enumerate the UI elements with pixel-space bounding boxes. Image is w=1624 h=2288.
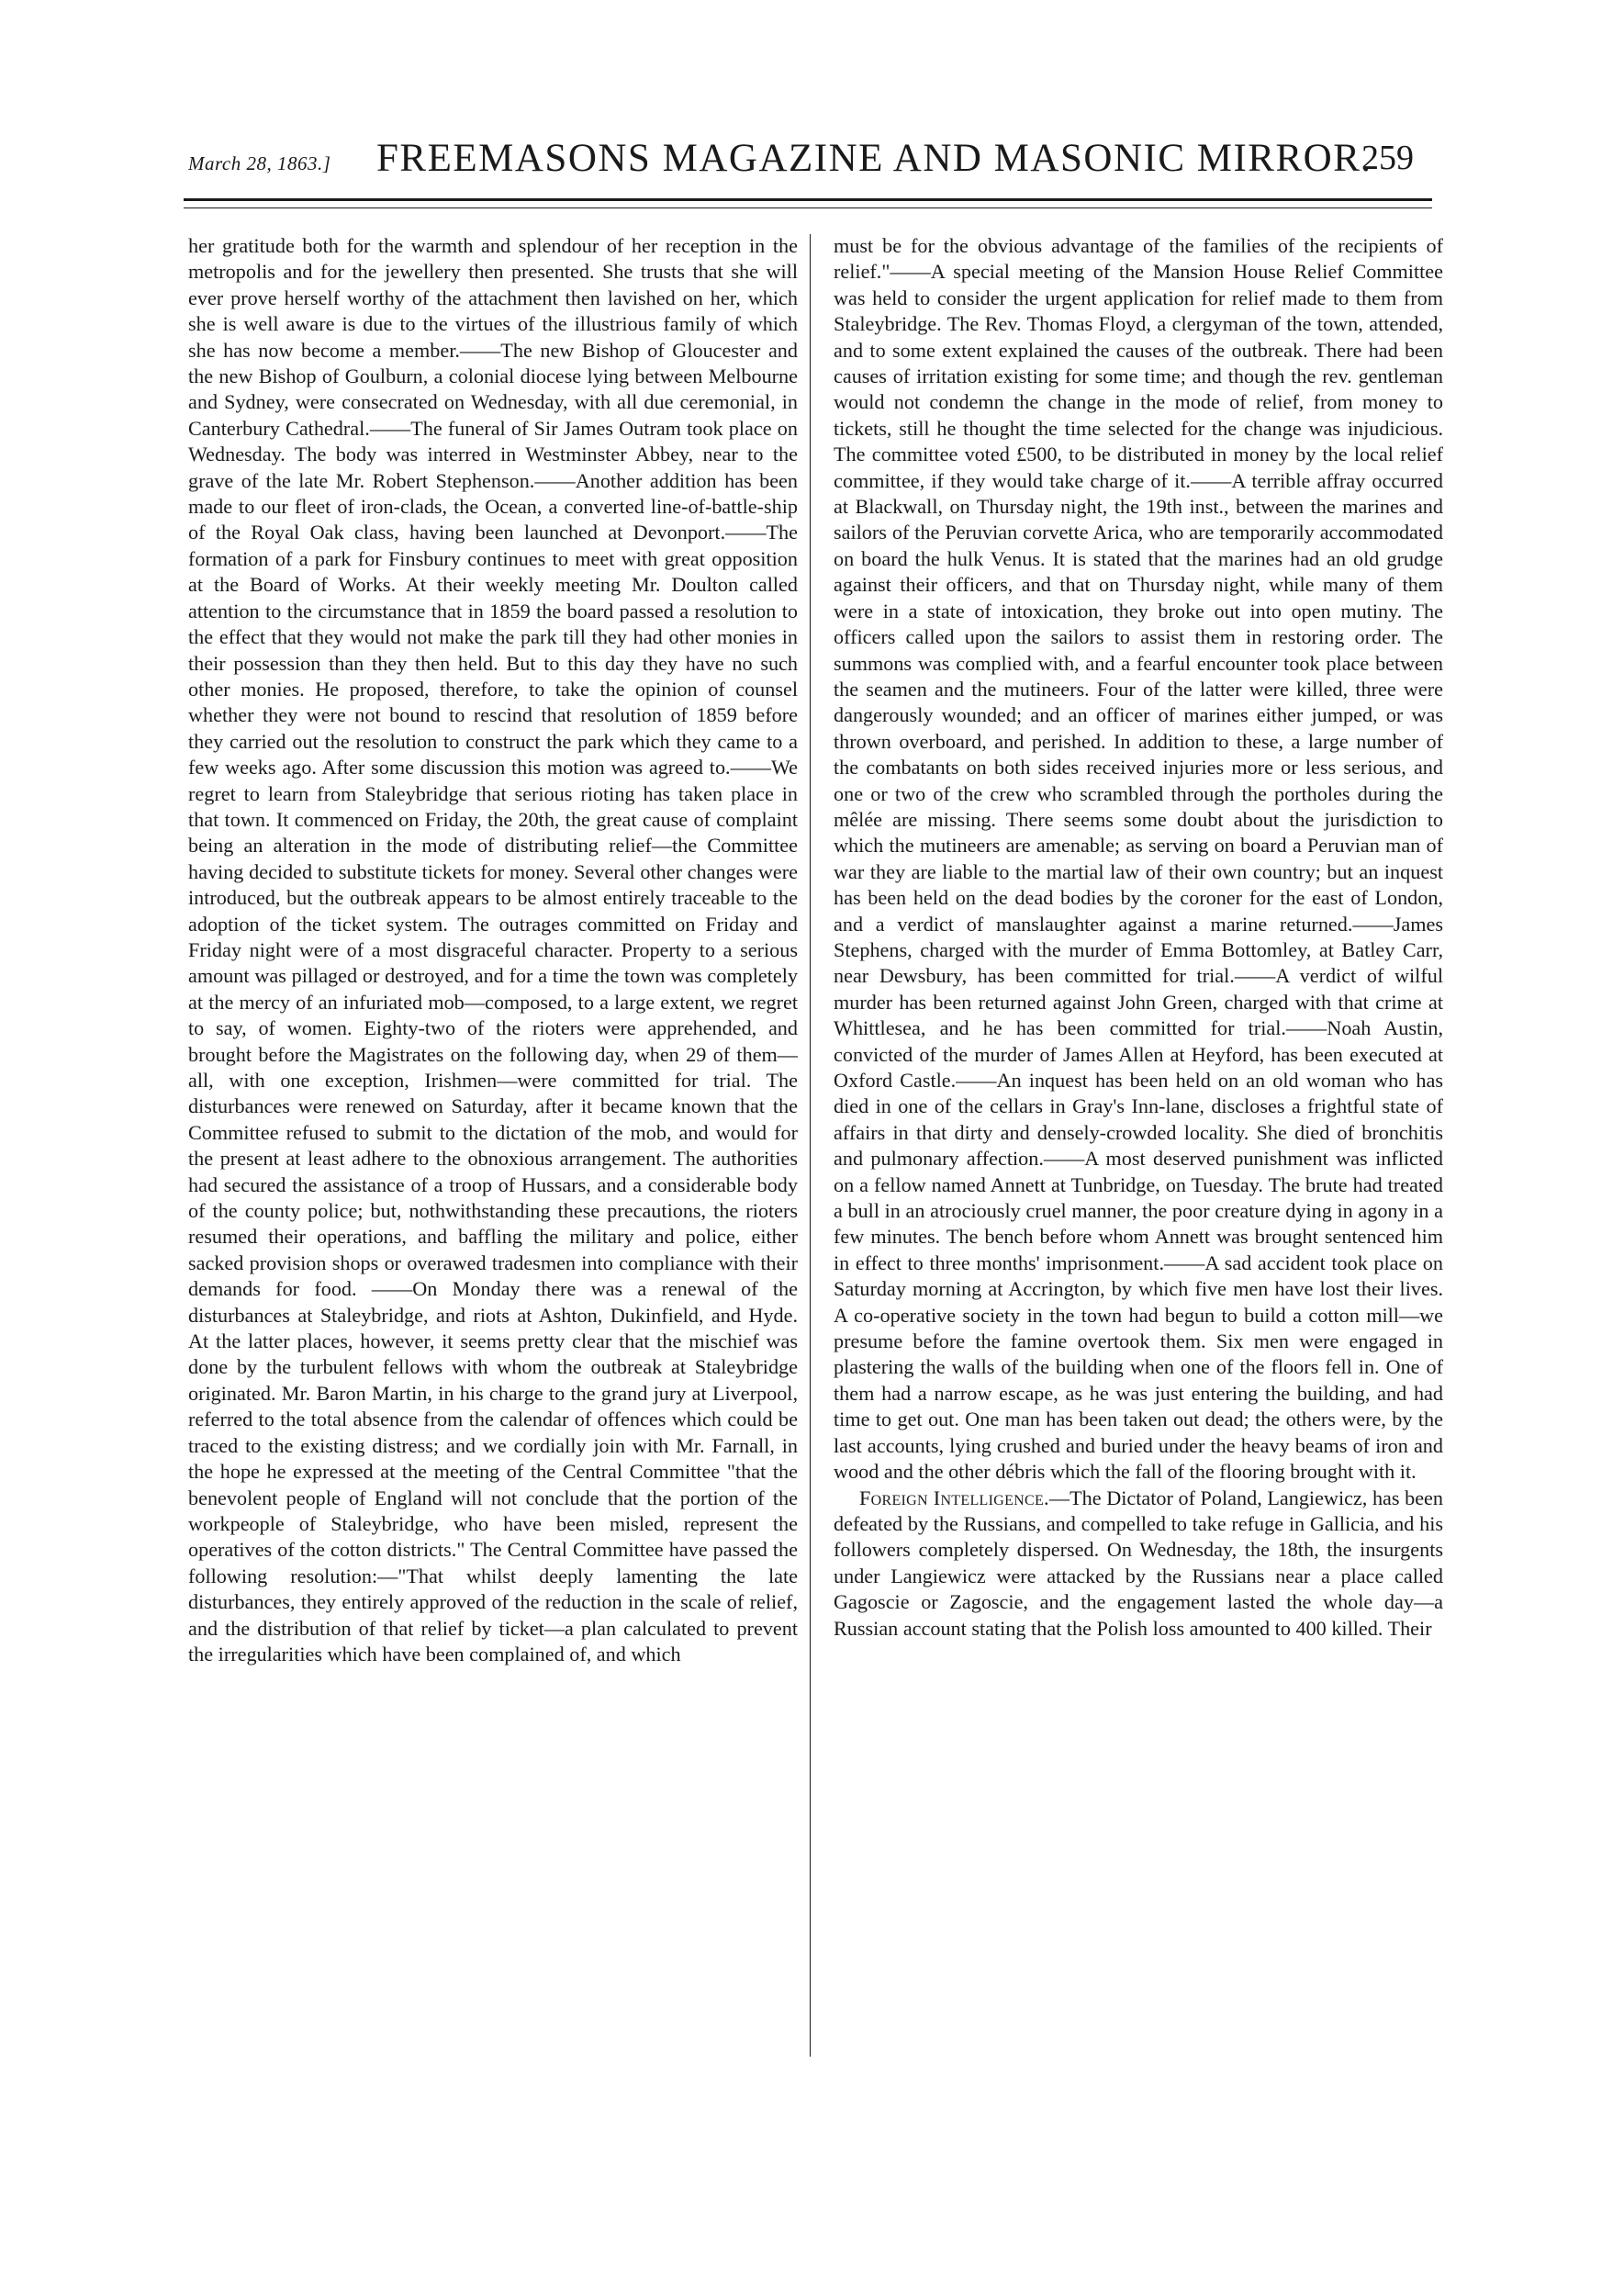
- column-divider: [810, 234, 811, 2057]
- page-number: 259: [1361, 139, 1414, 177]
- header-rule-thick: [184, 198, 1432, 201]
- header-rule-thin: [184, 207, 1432, 208]
- masthead: [188, 136, 1428, 191]
- right-column: [834, 233, 1443, 1642]
- right-column-paragraph: must be for the obvious advantage of the families of the recipients of relief."——A special meeting of the Mansion House Relief Committee was held to consider the urgent application for relief made to them from Staleybridge. The Rev. Thomas Floyd, a clergyman of the town, attended, and to some extent explained the causes of the outbreak. There had been causes of irritation existing for some time; and though the rev. gentleman would not condemn the change in the mode of relief, from money to tickets, still he thought the time selected for the change was injudicious. The committee voted £500, to be distributed in money by the local relief committee, if they would take charge of it.——A terrible affray occurred at Blackwall, on Thursday night, the 19th inst., between the marines and sailors of the Peruvian corvette Arica, who are temporarily accommodated on board the hulk Venus. It is stated that the marines had an old grudge against their officers, and that on Thursday night, while many of them were in a state of intoxication, they broke out into open mutiny. The officers called upon the sailors to assist them in restoring order. The summons was complied with, and a fearful encounter took place between the seamen and the mutineers. Four of the latter were killed, three were dangerously wounded; and an officer of marines either jumped, or was thrown overboard, and perished. In addition to these, a large number of the combatants on both sides received injuries more or less serious, and one or two of the crew who scrambled through the portholes during the mêlée are missing. There seems some doubt about the jurisdiction to which the mutineers are amenable; as serving on board a Peruvian man of war they are liable to the martial law of their own country; but an inquest has been held on the dead bodies by the coroner for the east of London, and a verdict of manslaughter against a marine returned.——James Stephens, charged with the murder of Emma Bottomley, at Batley Carr, near Dewsbury, has been committed for trial.——A verdict of wilful murder has been returned against John Green, charged with that crime at Whittlesea, and he has been committed for trial.——Noah Austin, convicted of the murder of James Allen at Heyford, has been executed at Oxford Castle.——An inquest has been held on an old woman who has died in one of the cellars in Gray's Inn-lane, discloses a frightful state of affairs in that dirty and densely-crowded locality. She died of bronchitis and pulmonary affection.——A most deserved punishment was inflicted on a fellow named Annett at Tunbridge, on Tuesday. The brute had treated a bull in an atrociously cruel manner, the poor creature dying in agony in a few minutes. The bench before whom Annett was brought sentenced him in effect to three months' imprisonment.——A sad accident took place on Saturday morning at Accrington, by which five men have lost their lives. A co-operative society in the town had begun to build a cotton mill—we presume before the famine overtook them. Six men were engaged in plastering the walls of the building when one of the floors fell in. One of them had a narrow escape, as he was just entering the building, and had time to get out. One man has been taken out dead; the others were, by the last accounts, lying crushed and buried under the heavy beams of iron and wood and the other débris which the fall of the flooring brought with it.: [834, 234, 1443, 1484]
- foreign-intelligence-paragraph: [834, 1486, 1443, 1642]
- issue-date: March 28, 1863.]: [188, 152, 331, 174]
- left-column: [188, 233, 798, 1667]
- foreign-intelligence-heading: Foreign Intelligence.: [859, 1486, 1049, 1509]
- foreign-intelligence-text: —The Dictator of Poland, Langiewicz, has been defeated by the Russians, and compelled to take refuge in Gallicia, and his followers completely dispersed. On Wednesday, the 18th, the insurgents under Langiewicz were attacked by the Russians near a place called Gagoscie or Zagoscie, and the engagement lasted the whole day—a Russian account stating that the Polish loss amounted to 400 killed. Their: [834, 1486, 1443, 1640]
- left-column-paragraph: her gratitude both for the warmth and splendour of her reception in the metropolis and for the jewellery then presented. She trusts that she will ever prove herself worthy of the attachment then lavished on her, which she is well aware is due to the virtues of the illustrious family of which she has now become a member.——The new Bishop of Gloucester and the new Bishop of Goulburn, a colonial diocese lying between Melbourne and Sydney, were consecrated on Wednesday, with all due ceremonial, in Canterbury Cathedral.——The funeral of Sir James Outram took place on Wednesday. The body was interred in Westminster Abbey, near to the grave of the late Mr. Robert Stephenson.——Another addition has been made to our fleet of iron-clads, the Ocean, a converted line-of-battle-ship of the Royal Oak class, having been launched at Devonport.——The formation of a park for Finsbury continues to meet with great opposition at the Board of Works. At their weekly meeting Mr. Doulton called attention to the circumstance that in 1859 the board passed a resolution to the effect that they would not make the park till they had other monies in their possession than they then held. But to this day they have no such other monies. He proposed, therefore, to take the opinion of counsel whether they were not bound to rescind that resolution of 1859 before they carried out the resolution to construct the park which they came to a few weeks ago. After some discussion this motion was agreed to.——We regret to learn from Staleybridge that serious rioting has taken place in that town. It commenced on Friday, the 20th, the great cause of complaint being an alteration in the mode of distributing relief—the Committee having decided to substitute tickets for money. Several other changes were introduced, but the outbreak appears to be almost entirely traceable to the adoption of the ticket system. The outrages committed on Friday and Friday night were of a most disgraceful character. Property to a serious amount was pillaged or destroyed, and for a time the town was completely at the mercy of an infuriated mob—composed, to a large extent, we regret to say, of women. Eighty-two of the rioters were apprehended, and brought before the Magistrates on the following day, when 29 of them—all, with one exception, Irishmen—were committed for trial. The disturbances were renewed on Saturday, after it became known that the Committee refused to submit to the dictation of the mob, and would for the present at least adhere to the obnoxious arrangement. The authorities had secured the assistance of a troop of Hussars, and a considerable body of the county police; but, nothwithstanding these precautions, the rioters resumed their operations, and baffling the military and police, either sacked provision shops or overawed tradesmen into compliance with their demands for food. ——On Monday there was a renewal of the disturbances at Staleybridge, and riots at Ashton, Dukinfield, and Hyde. At the latter places, however, it seems pretty clear that the mischief was done by the turbulent fellows with whom the outbreak at Staleybridge originated. Mr. Baron Martin, in his charge to the grand jury at Liverpool, referred to the total absence from the calendar of offences which could be traced to the existing distress; and we cordially join with Mr. Farnall, in the hope he expressed at the meeting of the Central Committee "that the benevolent people of England will not conclude that the portion of the workpeople of Staleybridge, who have been misled, represent the operatives of the cotton districts." The Central Committee have passed the following resolution:—"That whilst deeply lamenting the late disturbances, they entirely approved of the reduction in the scale of relief, and the distribution of that relief by ticket—a plan calculated to prevent the irregularities which have been complained of, and which: [188, 234, 798, 1666]
- publication-title: FREEMASONS MAGAZINE AND MASONIC MIRROR.: [376, 137, 1372, 180]
